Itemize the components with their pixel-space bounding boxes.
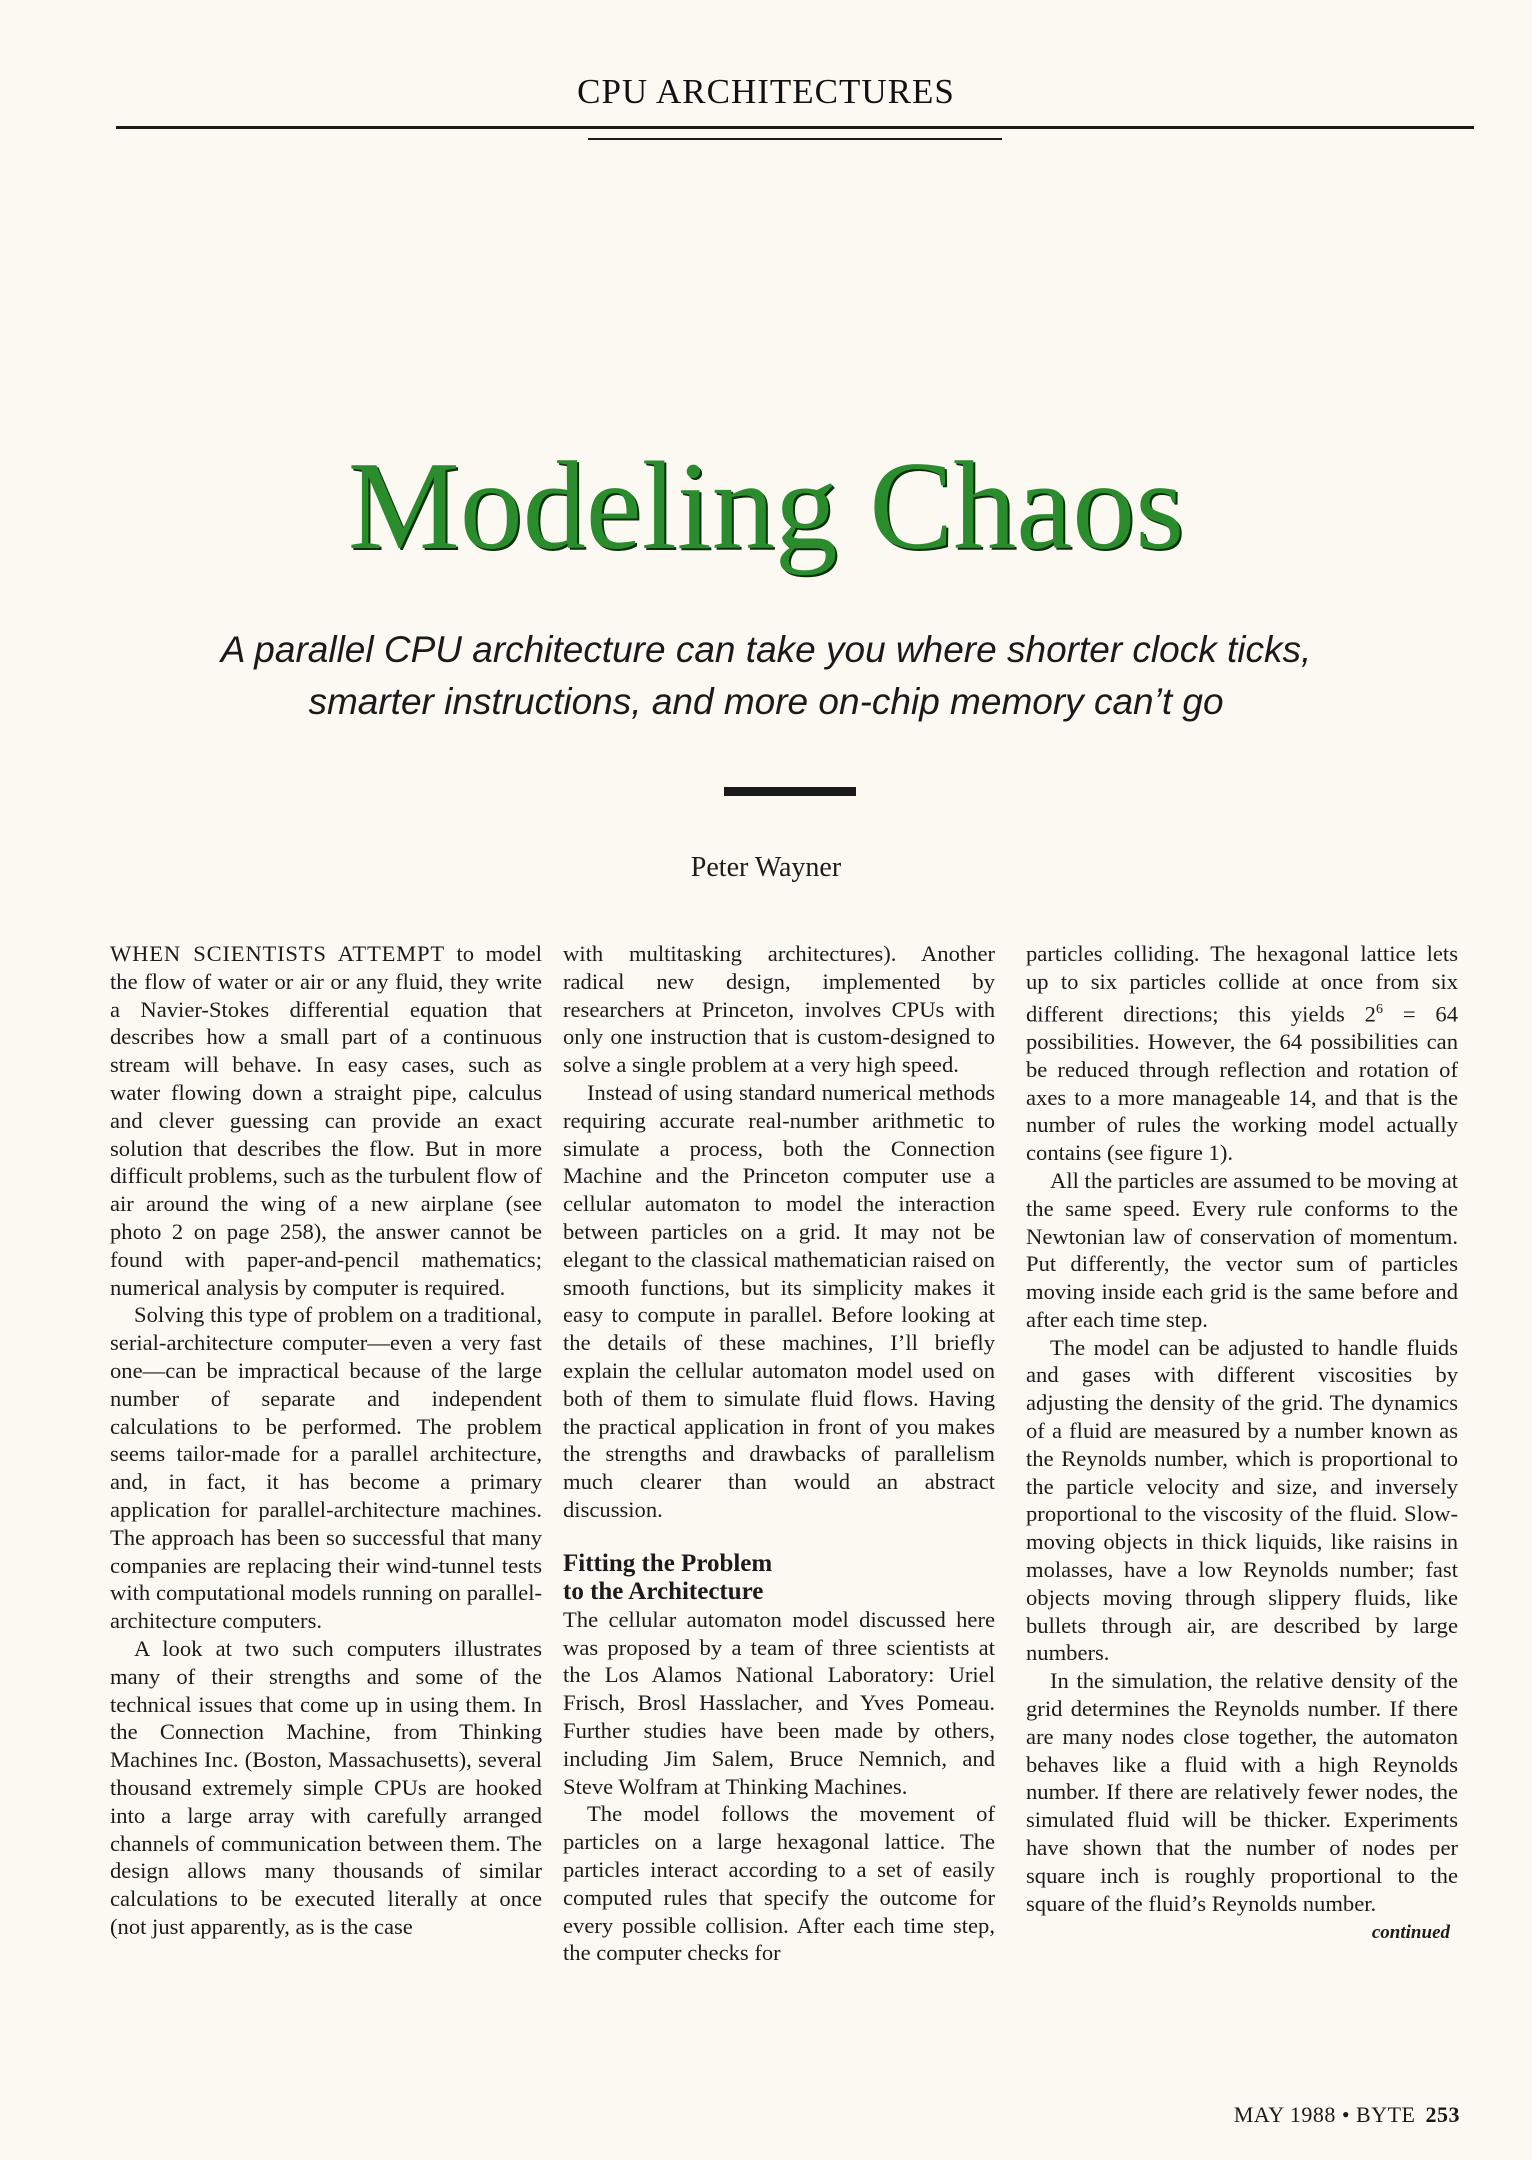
issue-label: MAY 1988 • BYTE — [1233, 2102, 1416, 2127]
page-number: 253 — [1425, 2102, 1460, 2127]
lead-in-caps: WHEN SCIENTISTS ATTEMPT — [110, 941, 446, 966]
paragraph: The model follows the movement of particles on a large hexagonal lattice. The particles interact according to a set of easily computed rules that specify the outcome for every possible collision. After each time step, the computer checks for — [563, 1801, 995, 1966]
divider-bar — [724, 787, 856, 796]
paragraph: A look at two such computers illustrates many of their strengths and some of the technical issues that come up in using them. In the Connection Machine, from Thinking Machines Inc. (Boston, Massachusetts), several thousand extremely simple CPUs are hooked into a large array with carefully arranged channels of communication between them. The design allows many thousands of similar calculations to be executed literally at once (not just apparently, as is the case — [110, 1635, 542, 1939]
header-underline — [588, 138, 1002, 140]
article-title: Modeling Chaos — [347, 437, 1185, 576]
byline: Peter Wayner — [690, 852, 842, 883]
page-footer — [1120, 2102, 1460, 2128]
superscript: 6 — [1375, 1001, 1383, 1017]
paragraph: The model can be adjusted to handle fluids and gases with different viscosities by adjusting the density of the grid. The dynamics of a fluid are measured by a number known as the Reynolds number, which is proportional to the particle velocity and size, and inversely proportional to the viscosity of the fluid. Slow-moving objects in thick liquids, like raisins in molasses, have a low Reynolds number; fast objects moving through slippery fluids, like bullets through air, are described by large numbers. — [1026, 1334, 1458, 1666]
paragraph: Instead of using standard numerical methods requiring accurate real-number arithmetic to simulate a process, both the Connection Machine and the Princeton computer use a cellular automaton to model the interaction between particles on a grid. It may not be elegant to the classical mathematician raised on smooth functions, but its simplicity makes it easy to compute in parallel. Before looking at the details of these machines, I’ll briefly explain the cellular automaton model used on both of them to simulate fluid flows. Having the practical application in front of you makes the strengths and drawbacks of parallelism much clearer than would an abstract discussion. — [563, 1079, 995, 1522]
column-3 — [1026, 940, 1458, 1947]
paragraph: In the simulation, the relative density of the grid determines the Reynolds number. If there are many nodes close together, the automaton behaves like a fluid with a high Reynolds number. If there are relatively fewer nodes, the simulated fluid will be thicker. Experiments have shown that the number of nodes per square inch is roughly proportional to the square of the fluid’s Reynolds number. — [1026, 1668, 1458, 1916]
paragraph: with multitasking architectures). Another radical new design, implemented by researchers at Princeton, involves CPUs with only one instruction that is custom-designed to solve a single problem at a very high speed. — [563, 941, 995, 1078]
paragraph: The cellular automaton model discussed here was proposed by a team of three scientists at the Los Alamos National Laboratory: Uriel Frisch, Brosl Hasslacher, and Yves Pomeau. Further studies have been made by others, including Jim Salem, Bruce Nemnich, and Steve Wolfram at Thinking Machines. — [563, 1606, 995, 1799]
subheading-line-1: Fitting the Problem — [563, 1549, 773, 1577]
column-1 — [110, 940, 542, 1941]
paragraph-text: to model the flow of water or air or any fluid, they write a Navier-Stokes differential equation that describes how a small part of a continuous stream will behave. In easy cases, such as water flowing down a straight pipe, calculus and clever guessing can provide an exact solution that describes the flow. But in more difficult problems, such as the turbulent flow of air around the wing of a new airplane (see photo 2 on page 258), the answer cannot be found with paper-and-pencil mathematics; numerical analysis by computer is required. — [110, 941, 542, 1300]
paragraph: Solving this type of problem on a traditional, serial-architecture computer—even a very fast one—can be impractical because of the large number of separate and independent calculations to be performed. The problem seems tailor-made for a parallel architecture, and, in fact, it has become a primary application for parallel-architecture machines. The approach has been so successful that many companies are replacing their wind-tunnel tests with computational models running on parallel-architecture computers. — [110, 1302, 542, 1634]
paragraph: All the particles are assumed to be moving at the same speed. Every rule conforms to the Newtonian law of conservation of momentum. Put differently, the vector sum of particles moving inside each grid is the same before and after each time step. — [1026, 1167, 1458, 1332]
paragraph — [110, 940, 542, 1301]
subheading — [563, 1550, 995, 1606]
paragraph-text: = 64 possibilities. However, the 64 possibilities can be reduced through reflection and rotation of axes to a more manageable 14, and that is the number of rules the working model actually contains (see figure 1). — [1026, 1001, 1458, 1166]
continued-note: continued — [1371, 1922, 1450, 1944]
article-subtitle: A parallel CPU architecture can take you where shorter clock ticks, smarter instructions, and more on-chip memory can’t go — [220, 629, 1312, 722]
paragraph-text: particles colliding. The hexagonal lattice lets up to six particles collide at once from six different directions; this yields 2 — [1026, 941, 1458, 1027]
subheading-line-2: to the Architecture — [563, 1577, 764, 1605]
section-header: CPU ARCHITECTURES — [577, 72, 955, 111]
column-2 — [563, 940, 995, 1967]
header-rule — [116, 126, 1474, 129]
paragraph — [1026, 940, 1458, 1167]
